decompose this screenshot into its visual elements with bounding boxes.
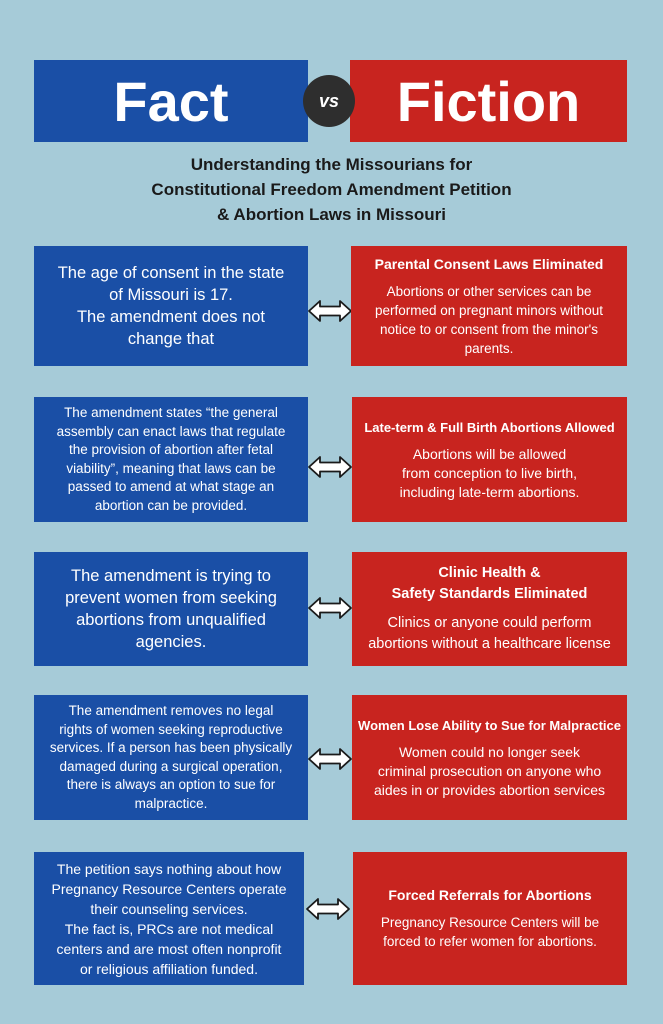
fact-text-line: Pregnancy Resource Centers operate <box>51 880 287 897</box>
double-arrow-icon <box>307 595 353 621</box>
fiction-body <box>352 743 627 800</box>
fact-text-line: The petition says nothing about how <box>56 860 282 877</box>
fiction-body <box>352 613 627 655</box>
fiction-body <box>352 445 627 502</box>
fact-text-line: their counseling services. <box>90 900 248 917</box>
fact-text-line: The fact is, PRCs are not medical <box>64 920 274 937</box>
fiction-body <box>353 913 627 951</box>
fact-text-line: services. If a person has been physically <box>49 740 293 755</box>
fiction-text-line: Clinics or anyone could perform <box>387 615 592 631</box>
fiction-box <box>352 695 627 820</box>
subtitle <box>60 152 603 227</box>
fiction-title-line: Safety Standards Eliminated <box>391 586 588 602</box>
fiction-text-line: Pregnancy Resource Centers will be <box>380 915 600 930</box>
fiction-box <box>352 552 627 666</box>
subtitle-line: & Abortion Laws in Missouri <box>217 205 446 224</box>
fiction-text-line: performed on pregnant minors without <box>374 302 604 318</box>
fiction-text-line: from conception to live birth, <box>401 464 578 481</box>
fact-text-line: The amendment is trying to <box>71 567 271 585</box>
fiction-title-line: Parental Consent Laws Eliminated <box>374 255 604 272</box>
fact-text-line: abortions from unqualified <box>76 611 266 629</box>
fact-header: Fact <box>34 60 308 142</box>
subtitle-line: Understanding the Missourians for <box>190 155 473 174</box>
fact-text-line: agencies. <box>135 633 207 651</box>
fact-text-line: damaged during a surgical operation, <box>59 758 283 774</box>
fiction-title-line: Forced Referrals for Abortions <box>388 887 592 903</box>
fiction-text-line: Abortions or other services can be <box>386 283 592 299</box>
fiction-title-line: Clinic Health & <box>438 565 541 581</box>
fact-text-line: The age of consent in the state <box>57 264 285 282</box>
fiction-box <box>353 852 627 985</box>
fiction-text-line: Abortions will be allowed <box>412 445 567 462</box>
fact-text-line: viability”, meaning that laws can be <box>66 460 276 476</box>
fiction-box <box>352 397 627 522</box>
fiction-text-line: including late-term abortions. <box>399 483 580 500</box>
fiction-title <box>352 563 627 605</box>
fact-text-line: rights of women seeking reproductive <box>59 721 283 737</box>
fiction-text-line: parents. <box>464 340 514 356</box>
fact-text-line: the provision of abortion after fetal <box>68 442 274 457</box>
fiction-text-line: aides in or provides abortion services <box>373 781 606 798</box>
fact-text-line: malpractice. <box>134 795 208 811</box>
fact-text-line: abortion can be provided. <box>94 497 248 513</box>
fiction-title <box>351 255 627 274</box>
fact-text-line: The amendment states “the general <box>64 405 278 420</box>
fiction-title <box>352 716 627 735</box>
fiction-body <box>351 282 627 358</box>
fiction-header: Fiction <box>350 60 627 142</box>
fact-text-line: of Missouri is 17. <box>109 286 233 304</box>
fact-text-line: there is always an option to sue for <box>66 777 276 792</box>
fiction-title-line: Women Lose Ability to Sue for Malpractice <box>358 717 621 733</box>
fiction-title-line: Late-term & Full Birth Abortions Allowed <box>364 419 615 435</box>
vs-badge: vs <box>303 75 355 127</box>
fiction-text-line: Women could no longer seek <box>398 743 581 760</box>
fact-text-line: assembly can enact laws that regulate <box>56 423 286 439</box>
fiction-box <box>351 246 627 366</box>
fact-text-line: change that <box>127 330 215 348</box>
double-arrow-icon <box>307 454 353 480</box>
fiction-text-line: forced to refer women for abortions. <box>383 934 597 949</box>
fiction-title <box>352 418 627 437</box>
fact-text-line: or religious affiliation funded. <box>80 960 258 977</box>
fact-box <box>34 246 308 366</box>
fiction-text-line: abortions without a healthcare license <box>368 636 611 652</box>
double-arrow-icon <box>305 896 351 922</box>
fact-box <box>34 695 308 820</box>
fiction-title <box>353 886 627 905</box>
fact-box <box>34 852 304 985</box>
fact-text-line: passed to amend at what stage an <box>67 479 275 494</box>
double-arrow-icon <box>307 298 353 324</box>
fiction-text-line: criminal prosecution on anyone who <box>377 762 602 779</box>
double-arrow-icon <box>307 746 353 772</box>
fact-text-line: prevent women from seeking <box>65 589 277 607</box>
fiction-text-line: notice to or consent from the minor's <box>380 321 598 337</box>
fact-text-line: centers and are most often nonprofit <box>56 940 282 957</box>
fact-box <box>34 397 308 522</box>
subtitle-line: Constitutional Freedom Amendment Petition <box>151 180 512 199</box>
fact-box <box>34 552 308 666</box>
fact-text-line: The amendment does not <box>76 308 266 326</box>
fact-text-line: The amendment removes no legal <box>68 703 274 718</box>
